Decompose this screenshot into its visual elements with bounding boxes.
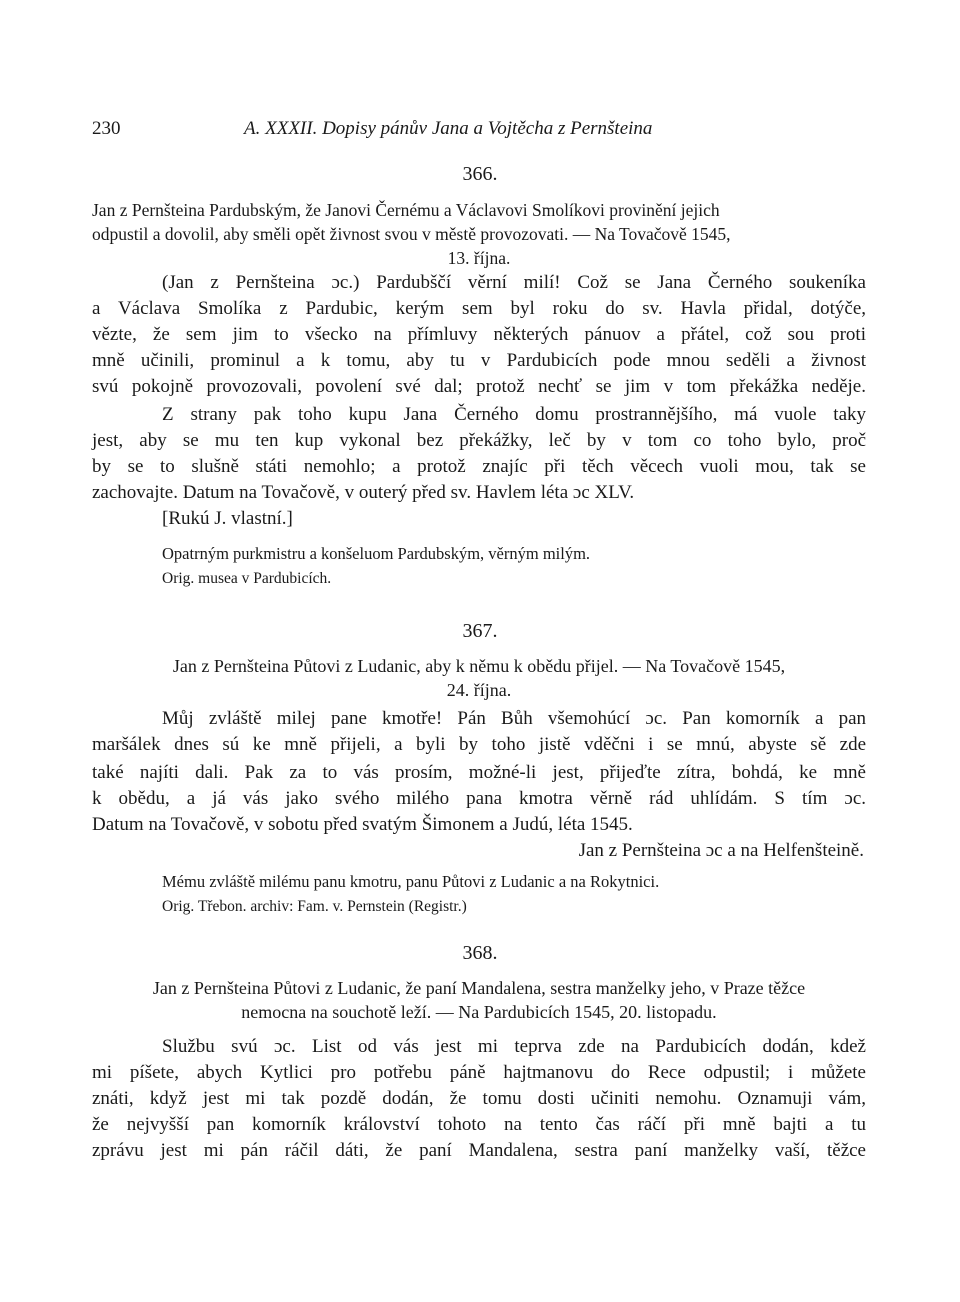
letter-summary-line: Jan z Pernšteina Půtovi z Ludanic, že paní Mandalena, sestra manželky jeho, v Praze těžce xyxy=(152,978,806,998)
running-title: A. XXXII. Dopisy pánův Jana a Vojtěcha z Pernšteina xyxy=(244,118,653,139)
letter-number: 366. xyxy=(462,163,498,185)
letter-summary-line: nemocna na souchotě leží. — Na Pardubicích 1545, 20. listopadu. xyxy=(241,1002,717,1022)
letter-summary-line: 24. října. xyxy=(446,680,512,700)
letter-body-line: mi píšete, abych Kytlici pro potřebu páně hajtmanovu do Rece odpustil; i můžete xyxy=(92,1062,866,1083)
letter-body-line: svú pokojně provozovali, povolení své dal; protož nechť se jim v tom překážka neděje. xyxy=(92,376,866,397)
letter-body-line: (Jan z Pernšteina ɔc.) Pardubščí věrní milí! Což se Jana Černého soukeníka xyxy=(162,272,866,293)
letter-body-line: Datum na Tovačově, v sobotu před svatým Šimonem a Judú, léta 1545. xyxy=(92,814,633,835)
letter-number: 368. xyxy=(462,942,498,964)
letter-body-line: jest, aby se mu ten kup vykonal bez překážky, leč by v tom co toho bylo, proč xyxy=(92,430,866,451)
letter-source: Orig. musea v Pardubicích. xyxy=(162,570,332,587)
letter-body-line: maršálek dnes sú ke mně přijeli, a byli by toho jistě vděčni i se mnú, abyste sě zde xyxy=(92,734,866,755)
letter-body-line: Z strany pak toho kupu Jana Černého domu prostrannějšího, má vuole taky xyxy=(162,404,866,425)
letter-body-line: a Václava Smolíka z Pardubic, kerým sem byl roku do sv. Havla přidal, dotýče, xyxy=(92,298,866,319)
letter-summary-line: Jan z Pernšteina Pardubským, že Janovi Černému a Václavovi Smolíkovi provinění jejich xyxy=(92,200,720,220)
letter-body-line: Službu svú ɔc. List od vás jest mi teprva zde na Pardubicích dodán, kdež xyxy=(162,1036,866,1057)
letter-body-line: mně učinili, prominul a k tomu, aby tu v Pardubicích pode mnou seděli a živnost xyxy=(92,350,866,371)
page-number: 230 xyxy=(92,118,121,139)
letter-body-line: by se to slušně státi nemohlo; a protož znajíc při těch věcech vuoli mou, tak se xyxy=(92,456,866,477)
letter-body-line: zachovajte. Datum na Tovačově, v outerý před sv. Havlem léta ɔc XLV. xyxy=(92,482,635,503)
letter-summary-line: odpustil a dovolil, aby směli opět živnost svou v městě provozovati. — Na Tovačově 1545, xyxy=(92,224,731,244)
letter-address: Opatrným purkmistru a konšeluom Pardubským, věrným milým. xyxy=(162,544,591,563)
letter-number: 367. xyxy=(462,620,498,642)
letter-body-line: k obědu, a já vás jako svého milého pana kmotra věrně rád uhlídám. S tím ɔc. xyxy=(92,788,866,809)
letter-signature: Jan z Pernšteina ɔc a na Helfenšteině. xyxy=(578,840,864,861)
letter-summary-line: Jan z Pernšteina Půtovi z Ludanic, aby k němu k obědu přijel. — Na Tovačově 1545, xyxy=(172,656,786,676)
letter-body-line: také najíti dali. Pak za to vás prosím, možné-li jest, přijeďte zítra, bohdá, ke mně xyxy=(92,762,866,783)
letter-source: Orig. Třebon. archiv: Fam. v. Pernstein (Registr.) xyxy=(162,898,467,915)
letter-summary-line: 13. října. xyxy=(447,248,511,268)
letter-body-line: Můj zvláště milej pane kmotře! Pán Bůh všemohúcí ɔc. Pan komorník a pan xyxy=(162,708,866,729)
letter-signature: [Rukú J. vlastní.] xyxy=(162,508,293,529)
letter-body-line: zprávu jest mi pán ráčil dáti, že paní Mandalena, sestra paní manželky vaší, těžce xyxy=(92,1140,866,1161)
letter-body-line: znáti, když jest mi tak pozdě dodán, že tomu dosti učiniti nemohu. Oznamuji vám, xyxy=(92,1088,866,1109)
letter-address: Mému zvláště milému panu kmotru, panu Půtovi z Ludanic a na Rokytnici. xyxy=(162,872,660,891)
letter-body-line: vězte, že sem jim to všecko na přímluvy některých pánuov a přátel, což sou proti xyxy=(92,324,866,345)
letter-body-line: že nejvyšší pan komorník království tohoto na tento čas ráčí při mně bajti a tu xyxy=(92,1114,866,1135)
